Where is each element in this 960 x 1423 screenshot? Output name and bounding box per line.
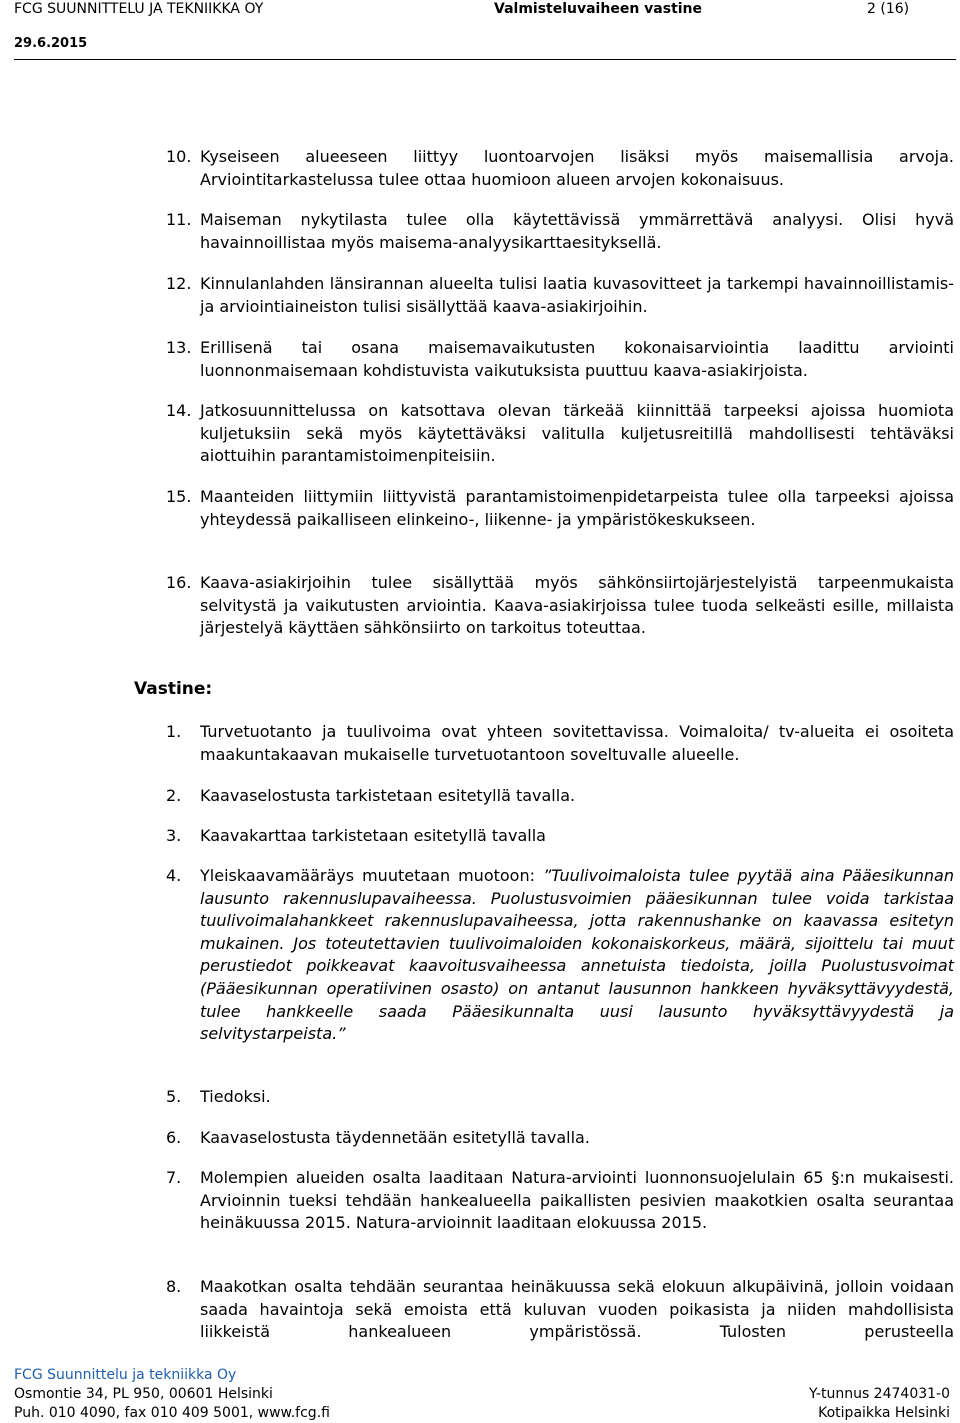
footer-address: Osmontie 34, PL 950, 00601 Helsinki: [14, 1386, 273, 1402]
statement-text: Kaava-asiakirjoihin tulee sisällyttää myös sähkönsiirtojärjestelyistä tarpeenmukaista selvitystä ja vaikutusten arviointia. Kaava-asiakirjoissa tulee tuoda selkeästi esille, millaista järjestelyä käyttäen sähkönsiirto on tarkoitus toteuttaa.: [200, 573, 954, 638]
page-header: [14, 0, 946, 62]
response-item-5: [166, 1086, 954, 1109]
response-number: 8.: [166, 1277, 182, 1296]
header-page-number: 2 (16): [867, 1, 910, 17]
response-number: 7.: [166, 1168, 182, 1187]
statement-number: 16.: [166, 573, 192, 592]
response-item-1: [166, 721, 954, 766]
statement-item-16: [166, 572, 954, 640]
response-item-7: [166, 1167, 954, 1235]
statement-text: Kyseiseen alueeseen liittyy luontoarvojen lisäksi myös maisemallisia arvoja. Arviointitarkastelussa tulee ottaa huomioon alueen arvojen kokonaisuus.: [200, 147, 954, 189]
header-divider: [14, 59, 956, 60]
response-number: 6.: [166, 1128, 182, 1147]
response-item-2: [166, 785, 954, 808]
response-text: Kaavakarttaa tarkistetaan esitetyllä tavalla: [200, 826, 546, 845]
statement-item-15: [166, 486, 954, 531]
response-item-4: [166, 865, 954, 1046]
footer-business-id: Y-tunnus 2474031-0: [809, 1386, 950, 1402]
statement-item-14: [166, 400, 954, 468]
statement-item-12: [166, 273, 954, 318]
response-number: 5.: [166, 1087, 182, 1106]
footer-contact: Puh. 010 4090, fax 010 409 5001, www.fcg.fi: [14, 1405, 330, 1421]
statement-item-10: [166, 146, 954, 191]
statement-number: 11.: [166, 210, 192, 229]
footer-organization: FCG Suunnittelu ja tekniikka Oy: [14, 1367, 237, 1383]
response-number: 4.: [166, 866, 182, 885]
response-text-prefix: Yleiskaavamääräys muutetaan muotoon:: [200, 866, 543, 885]
response-text: Kaavaselostusta tarkistetaan esitetyllä tavalla.: [200, 786, 576, 805]
response-heading: Vastine:: [134, 679, 213, 699]
response-text: Turvetuotanto ja tuulivoima ovat yhteen sovitettavissa. Voimaloita/ tv-alueita ei osoiteta maakuntakaavan mukaiselle turvetuotantoon soveltuvalle alueelle.: [200, 722, 954, 764]
statement-text: Maiseman nykytilasta tulee olla käytettävissä ymmärrettävä analyysi. Olisi hyvä havainnoillistaa myös maisema-analyysikarttaesityksellä.: [200, 210, 954, 252]
statement-item-13: [166, 337, 954, 382]
response-number: 2.: [166, 786, 182, 805]
header-document-title: Valmisteluvaiheen vastine: [494, 1, 703, 17]
response-number: 3.: [166, 826, 182, 845]
response-text: Maakotkan osalta tehdään seurantaa heinäkuussa sekä elokuun alkupäivinä, jolloin voidaan saada havaintoja sekä emoista että kuluvan vuoden poikasista ja niiden mahdollisista liikkeistä hankealueen ympäristössä. Tulosten perusteella: [200, 1277, 954, 1342]
response-item-6: [166, 1127, 954, 1150]
response-text: Tiedoksi.: [200, 1087, 271, 1106]
response-text: [200, 865, 954, 1046]
statement-number: 12.: [166, 274, 192, 293]
statement-number: 15.: [166, 487, 192, 506]
response-item-8: [166, 1276, 954, 1344]
statement-number: 14.: [166, 401, 192, 420]
header-date: 29.6.2015: [14, 36, 88, 51]
response-quoted-regulation: ”Tuulivoimaloista tulee pyytää aina Pääesikunnan lausunto rakennuslupavaiheessa. Puolustusvoimien pääesikunnan tulee voida tarkistaa tuulivoimalahankkeet rakennuslupavaiheessa, jotta rakennushanke on kaavassa esitetyn mukainen. Jos toteutettavien tuulivoimaloiden kokonaiskorkeus, määrä, sijoittelu tai muut perustiedot poikkeavat kaavoitusvaiheessa annetuista tiedoista, joilla Puolustusvoimat (Pääesikunnan operatiivinen osasto) on antanut lausunnon hankkeen hyväksyttävyydestä, tulee hankkeelle saada Pääesikunnalta uusi lausunto hyväksyttävyydestä ja selvitystarpeista.”: [200, 866, 954, 1044]
header-organization: FCG SUUNNITTELU JA TEKNIIKKA OY: [14, 1, 264, 17]
footer-domicile: Kotipaikka Helsinki: [818, 1405, 950, 1421]
statement-text: Erillisenä tai osana maisemavaikutusten kokonaisarviointia laadittu arviointi luonnonmaisemaan kohdistuvista vaikutuksista puuttuu kaava-asiakirjoista.: [200, 338, 954, 380]
statement-text: Kinnulanlahden länsirannan alueelta tulisi laatia kuvasovitteet ja tarkempi havainnoillistamis- ja arviointiaineiston tulisi sisällyttää kaava-asiakirjoihin.: [200, 274, 954, 316]
statement-number: 13.: [166, 338, 192, 357]
response-item-3: [166, 825, 954, 848]
statement-item-11: [166, 209, 954, 254]
response-text: Kaavaselostusta täydennetään esitetyllä tavalla.: [200, 1128, 590, 1147]
response-text: Molempien alueiden osalta laaditaan Natura-arviointi luonnonsuojelulain 65 §:n mukaisesti. Arvioinnin tueksi tehdään hankealueella paikallisten pesivien maakotkien osalta seurantaa heinäkuussa 2015. Natura-arvioinnit laaditaan elokuussa 2015.: [200, 1168, 954, 1233]
response-number: 1.: [166, 722, 182, 741]
statement-text: Jatkosuunnittelussa on katsottava olevan tärkeää kiinnittää tarpeeksi ajoissa huomiota kuljetuksiin sekä myös käytettäväksi valitulla kuljetusreitillä mahdollisesti tehtäväksi aiottuihin parantamistoimenpiteisiin.: [200, 401, 954, 466]
statement-text: Maanteiden liittymiin liittyvistä parantamistoimenpidetarpeista tulee olla tarpeeksi ajoissa yhteydessä paikalliseen elinkeino-, liikenne- ja ympäristökeskukseen.: [200, 487, 954, 529]
statement-number: 10.: [166, 147, 192, 166]
